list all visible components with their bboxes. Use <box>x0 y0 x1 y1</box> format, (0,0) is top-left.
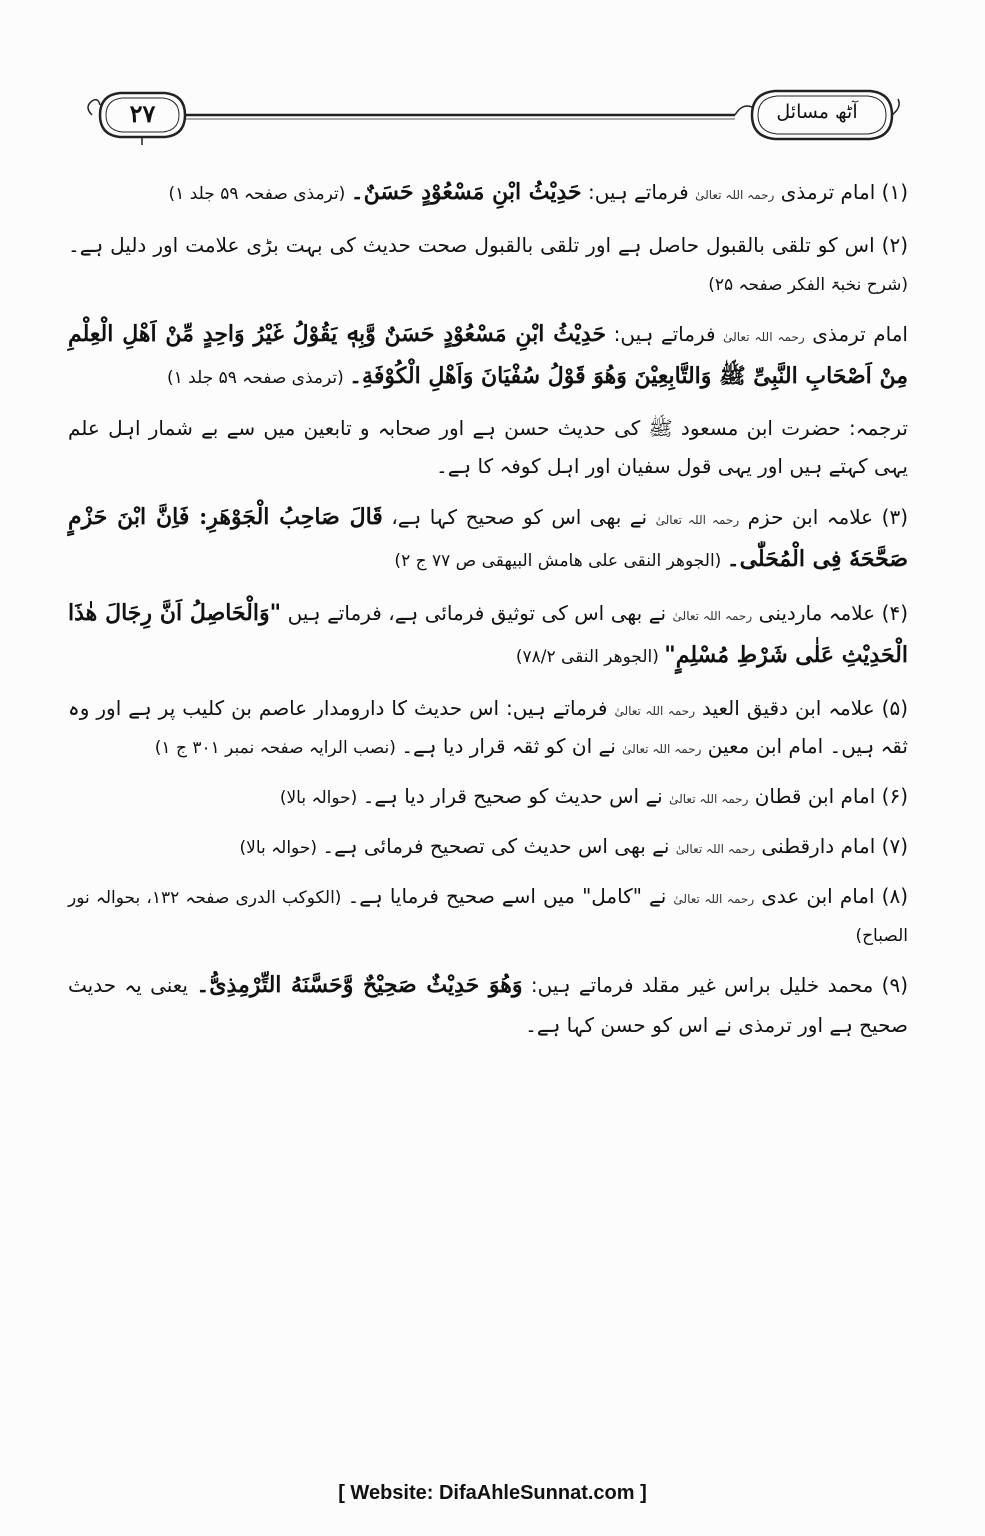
paragraph-p4 <box>68 409 908 485</box>
urdu-text: (۷) امام دارقطنی <box>755 833 908 858</box>
reference-citation: (الکوکب الدری صفحہ ۱۳۲، بحوالہ نور الصباح) <box>68 887 908 946</box>
urdu-text: نے بھی اس حدیث کی تصحیح فرمائی ہے۔ <box>322 833 676 858</box>
urdu-text: ترجمہ: حضرت ابن مسعود ﷺ کی حدیث حسن ہے اور صحابہ و تابعین میں سے بے شمار اہل علم یہی کہتے ہیں اور یہی قول سفیان اور اہل کوفہ کا ہے۔ <box>68 416 908 479</box>
urdu-text: (۲) اس کو تلقی بالقبول حاصل ہے اور تلقی بالقبول صحت حدیث کی بہت بڑی علامت اور دلیل ہے۔ <box>68 232 908 257</box>
website-footer: [ Website: DifaAhleSunnat.com ] <box>338 1482 647 1504</box>
honorific: رحمہ اللہ تعالیٰ <box>672 608 753 623</box>
honorific: رحمہ اللہ تعالیٰ <box>695 188 775 202</box>
paragraph-p11 <box>68 965 908 1045</box>
page-number: ۲۷ <box>129 99 156 128</box>
honorific: رحمہ اللہ تعالیٰ <box>669 791 749 806</box>
arabic-quote: قَالَ صَاحِبُ الْجَوْهَرِ: فَاِنَّ ابْنَ حَزْمٍ صَحَّحَهٗ فِی الْمُحَلّٰی۔ <box>68 504 908 573</box>
paragraph-p10 <box>68 877 908 953</box>
urdu-text: (۹) محمد خلیل براس غیر مقلد فرماتے ہیں: <box>522 972 909 997</box>
page-body <box>68 172 908 1056</box>
paragraph-p8 <box>68 777 908 815</box>
urdu-text: یعنی یہ حدیث صحیح ہے اور ترمذی نے اس کو حسن کہا ہے۔ <box>68 972 908 1038</box>
paragraph-p3 <box>68 314 908 398</box>
honorific: رحمہ اللہ تعالیٰ <box>673 891 755 906</box>
urdu-text: نے بھی اس کی توثیق فرمائی ہے، فرماتے ہیں <box>281 600 673 625</box>
honorific: رحمہ اللہ تعالیٰ <box>655 513 740 528</box>
honorific: رحمہ اللہ تعالیٰ <box>723 329 805 344</box>
urdu-text: فرماتے ہیں: اس حدیث کا دارومدار عاصم بن کلیب پر ہے اور وہ ثقہ ہیں۔ امام ابن معین <box>68 695 908 758</box>
urdu-text: (۱) امام ترمذی <box>774 180 908 204</box>
reference-citation: (ترمذی صفحہ ۵۹ جلد ۱) <box>168 184 351 204</box>
paragraph-p5 <box>68 497 908 581</box>
reference-citation: (الجوهر النقی ۷۸/۲) <box>515 646 665 667</box>
book-title: آٹھ مسائل <box>776 101 858 123</box>
urdu-text: فرماتے ہیں: <box>581 180 696 204</box>
paragraph-p9 <box>68 827 908 865</box>
urdu-text: (۸) امام ابن عدی <box>754 883 909 908</box>
urdu-text: (۳) علامہ ابن حزم <box>739 505 908 530</box>
honorific: رحمہ اللہ تعالیٰ <box>622 741 702 756</box>
urdu-text: نے اس حدیث کو صحیح قرار دیا ہے۔ <box>362 783 670 808</box>
urdu-text: نے "کامل" میں اسے صحیح فرمایا ہے۔ <box>347 883 674 908</box>
urdu-text: (۶) امام ابن قطان <box>748 783 908 808</box>
reference-citation: (حوالہ بالا) <box>279 787 363 808</box>
paragraph-p6 <box>68 593 908 677</box>
page-header <box>80 85 915 145</box>
urdu-text: فرماتے ہیں: <box>606 321 724 346</box>
arabic-quote: "وَالْحَاصِلُ اَنَّ رِجَالَ هٰذَا الْحَدِیْثِ عَلٰی شَرْطِ مُسْلِمٍ" <box>68 599 908 668</box>
reference-citation: (ترمذی صفحہ ۵۹ جلد ۱) <box>166 367 350 388</box>
urdu-text: (۴) علامہ ماردینی <box>752 600 908 625</box>
urdu-text: نے بھی اس کو صحیح کہا ہے، <box>382 505 656 530</box>
arabic-quote: حَدِیْثُ ابْنِ مَسْعُوْدٍ حَسَنٌ وَّبِهٖ یَقُوْلُ غَیْرُ وَاحِدٍ مِّنْ اَهْلِ الْعِلْمِ مِنْ اَصْحَابِ النَّبِیِّ ﷺ وَالتَّابِعِیْنَ وَهُوَ قَوْلُ سُفْیَانَ وَاَهْلِ الْكُوْفَةِ۔ <box>68 320 908 389</box>
reference-citation: (حوالہ بالا) <box>239 837 323 858</box>
paragraph-p2 <box>68 226 908 302</box>
arabic-quote: حَدِیْثُ ابْنِ مَسْعُوْدٍ حَسَنٌ۔ <box>350 179 582 205</box>
paragraph-p7 <box>68 689 908 765</box>
reference-citation: (الجوهر النقی علی هامش البیهقی ص ۷۷ ج ۲) <box>394 551 727 572</box>
urdu-text: امام ترمذی <box>804 321 908 346</box>
urdu-text: نے ان کو ثقہ قرار دیا ہے۔ <box>401 733 623 758</box>
honorific: رحمہ اللہ تعالیٰ <box>675 841 756 856</box>
reference-citation: (شرح نخبۃ الفکر صفحہ ۲۵) <box>708 274 908 295</box>
reference-citation: (نصب الرایہ صفحہ نمبر ۳۰۱ ج ۱) <box>154 737 402 758</box>
urdu-text: (۵) علامہ ابن دقیق العید <box>694 695 908 720</box>
arabic-quote: وَهُوَ حَدِیْثٌ صَحِیْحٌ وَّحَسَّنَهُ التِّرْمِذِیُّ۔ <box>196 971 523 998</box>
paragraph-p1 <box>68 172 908 214</box>
honorific: رحمہ اللہ تعالیٰ <box>614 703 695 718</box>
